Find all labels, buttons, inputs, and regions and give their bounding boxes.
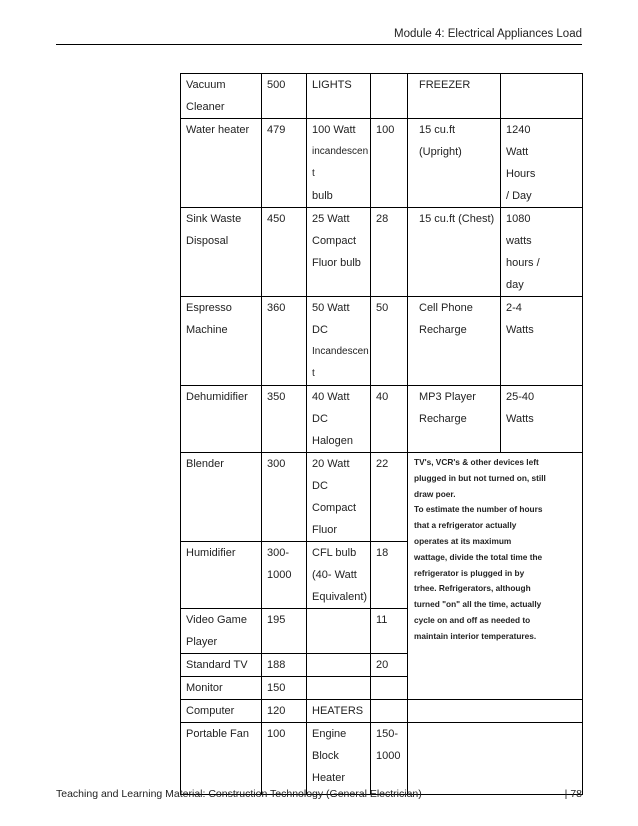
table-cell: 360 <box>262 297 307 386</box>
table-cell <box>371 677 408 700</box>
note-line: TV's, VCR's & other devices left <box>414 457 539 467</box>
note-line: draw poer. <box>414 488 456 499</box>
table-cell: 28 <box>371 208 408 297</box>
table-cell: 100 <box>262 723 307 795</box>
table-cell: 2-4 Watts <box>501 297 583 386</box>
table-cell: Espresso Machine <box>181 297 262 386</box>
note-line: To estimate the number of hours <box>414 504 543 515</box>
note-line: operates at its maximum <box>414 535 512 546</box>
table-cell: 1080 watts hours / day <box>501 208 583 297</box>
table-row <box>181 119 583 208</box>
table-row <box>181 74 583 119</box>
table-cell: HEATERS <box>307 700 371 723</box>
page-number: | 78 <box>564 788 582 800</box>
table-cell: 20 Watt DC Compact Fluor <box>307 453 371 542</box>
table-cell: Blender <box>181 453 262 542</box>
table-cell: Cell Phone Recharge <box>408 297 501 386</box>
note-line: trhee. Refrigerators, although <box>414 583 531 594</box>
table-cell: Sink Waste Disposal <box>181 208 262 297</box>
table-cell: 25 Watt Compact Fluor bulb <box>307 208 371 297</box>
table-cell <box>307 609 371 654</box>
table-cell: 50 Watt DC Incandescent <box>307 297 371 386</box>
table-cell <box>307 654 371 677</box>
appliance-load-table <box>180 73 583 795</box>
table-cell: 195 <box>262 609 307 654</box>
table-cell: Standard TV <box>181 654 262 677</box>
note-line: turned "on" all the time, actually <box>414 599 542 610</box>
note-line: maintain interior temperatures. <box>414 630 537 641</box>
table-row <box>181 700 583 723</box>
table-cell: Portable Fan <box>181 723 262 795</box>
table-cell: Dehumidifier <box>181 386 262 453</box>
table-cell: 188 <box>262 654 307 677</box>
table-cell <box>501 74 583 119</box>
table-cell: 1240 Watt Hours / Day <box>501 119 583 208</box>
table-cell: 150 <box>262 677 307 700</box>
table-cell: 120 <box>262 700 307 723</box>
table-row <box>181 386 583 453</box>
table-cell <box>408 723 583 795</box>
table-cell: 50 <box>371 297 408 386</box>
table-cell: 300 <box>262 453 307 542</box>
note-line: refrigerator is plugged in by <box>414 567 525 578</box>
table-cell <box>371 700 408 723</box>
table-row <box>181 297 583 386</box>
table-row <box>181 208 583 297</box>
table-cell: Video Game Player <box>181 609 262 654</box>
table-cell: Computer <box>181 700 262 723</box>
table-cell: 300- 1000 <box>262 542 307 609</box>
table-cell: 18 <box>371 542 408 609</box>
header-divider <box>56 44 582 45</box>
table-cell: 20 <box>371 654 408 677</box>
table-cell: 479 <box>262 119 307 208</box>
table-cell: 500 <box>262 74 307 119</box>
table-cell <box>371 74 408 119</box>
table-cell: 350 <box>262 386 307 453</box>
note-line: that a refrigerator actually <box>414 520 517 531</box>
table-cell: 15 cu.ft (Chest) <box>408 208 501 297</box>
table-cell: LIGHTS <box>307 74 371 119</box>
table-cell: 100 Watt incandescent bulb <box>307 119 371 208</box>
refrigerator-note <box>408 453 583 700</box>
footer-text: Teaching and Learning Material: Construction Technology (General Electrician) <box>56 788 422 800</box>
table-cell: 100 <box>371 119 408 208</box>
table-cell <box>408 700 583 723</box>
table-cell: 40 Watt DC Halogen <box>307 386 371 453</box>
table-cell: CFL bulb (40- Watt Equivalent) <box>307 542 371 609</box>
table-cell: Engine Block Heater <box>307 723 371 795</box>
table-cell: 22 <box>371 453 408 542</box>
table-cell: Humidifier <box>181 542 262 609</box>
table-cell: 40 <box>371 386 408 453</box>
table-row <box>181 723 583 795</box>
note-line: plugged in but not turned on, still <box>414 472 546 483</box>
table-cell: 11 <box>371 609 408 654</box>
page-header-title: Module 4: Electrical Appliances Load <box>394 28 582 40</box>
table-cell: MP3 Player Recharge <box>408 386 501 453</box>
table-row <box>181 453 583 542</box>
table-cell: Water heater <box>181 119 262 208</box>
note-line: cycle on and off as needed to <box>414 614 531 625</box>
table-cell: 15 cu.ft (Upright) <box>408 119 501 208</box>
table-cell: 150- 1000 <box>371 723 408 795</box>
table-cell <box>307 677 371 700</box>
table-cell: Monitor <box>181 677 262 700</box>
table-cell: FREEZER <box>408 74 501 119</box>
table-cell: Vacuum Cleaner <box>181 74 262 119</box>
table-cell: 450 <box>262 208 307 297</box>
note-line: wattage, divide the total time the <box>414 551 543 562</box>
table-cell: 25-40 Watts <box>501 386 583 453</box>
